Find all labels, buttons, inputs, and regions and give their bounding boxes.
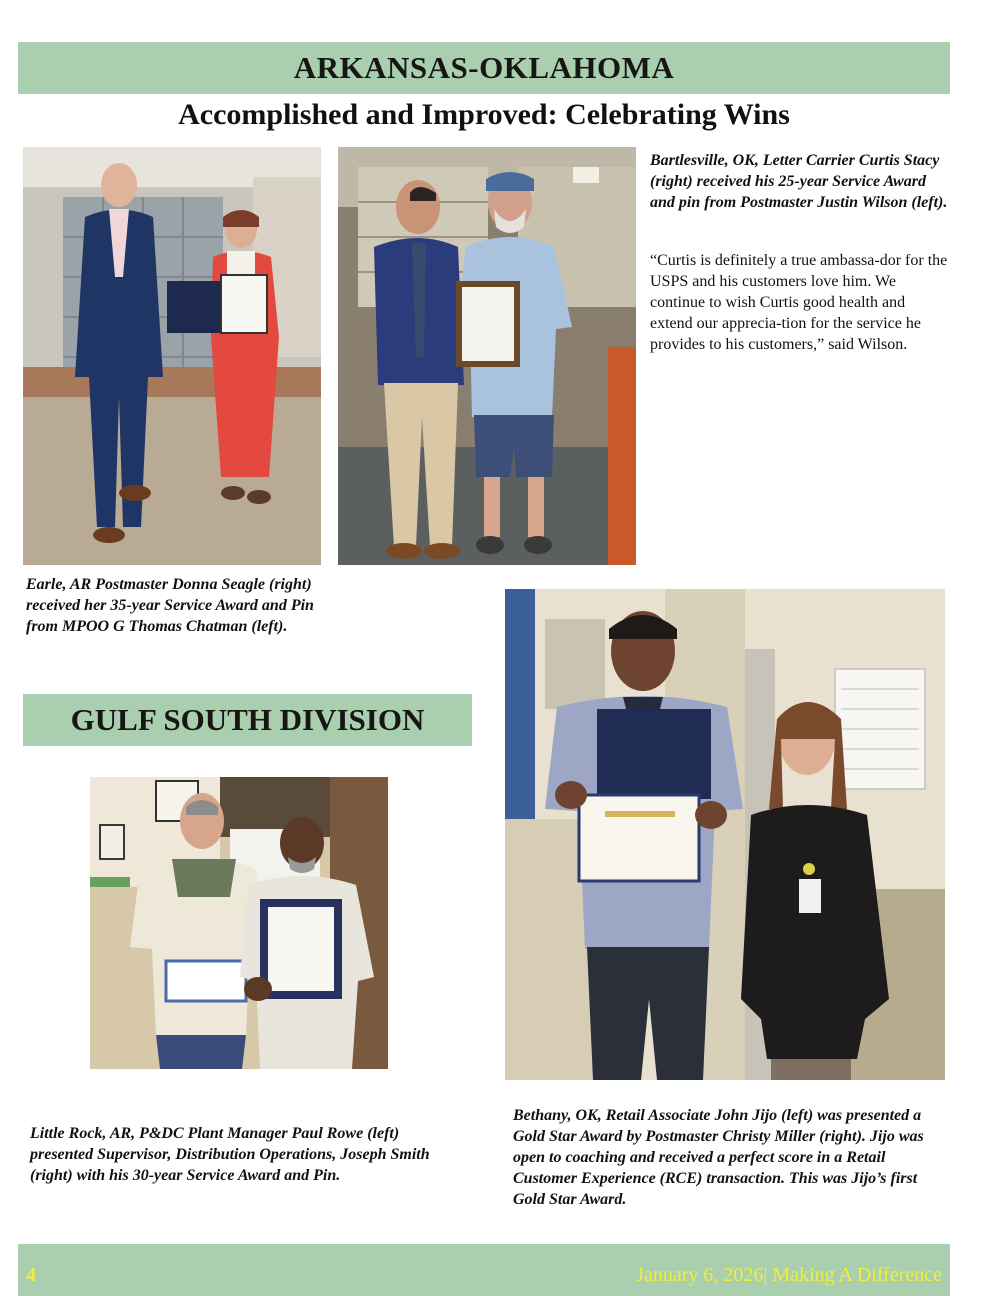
section-banner-arkansas-oklahoma: ARKANSAS-OKLAHOMA [18,42,950,94]
page-number: 4 [26,1263,36,1286]
page-footer [18,1244,950,1296]
caption-bethany: Bethany, OK, Retail Associate John Jijo (left) was presented a Gold Star Award by Postmaster Christy Miller (right). Jijo was open to coaching and received a perfect score in a Retail Customer Experience (RCE) transaction. This was Jijo’s first Gold Star Award. [513,1107,924,1208]
footer-date-title: January 6, 2026| Making A Difference [636,1263,942,1286]
caption-little-rock: Little Rock, AR, P&DC Plant Manager Paul Rowe (left) presented Supervisor, Distribution Operations, Joseph Smith (right) with his 30-year Service Award and Pin. [30,1125,430,1184]
section-banner-gulf-south: GULF SOUTH DIVISION [23,694,472,746]
photo-bartlesville-award [338,147,636,565]
caption-bartlesville: Bartlesville, OK, Letter Carrier Curtis Stacy (right) received his 25-year Service Award and pin from Postmaster Justin Wilson (left). [650,152,948,211]
caption-earle: Earle, AR Postmaster Donna Seagle (right) received her 35-year Service Award and Pin from MPOO G Thomas Chatman (left). [26,576,314,635]
page-headline: Accomplished and Improved: Celebrating Wins [178,98,790,131]
quote-bartlesville: “Curtis is definitely a true ambassa-dor for the USPS and his customers love him. We continue to wish Curtis good health and extend our apprecia-tion for the service he provides to his customers,” said Wilson. [650,252,948,353]
photo-bethany-award [505,589,945,1080]
photo-earle-award [23,147,321,565]
photo-little-rock-award [90,777,388,1069]
